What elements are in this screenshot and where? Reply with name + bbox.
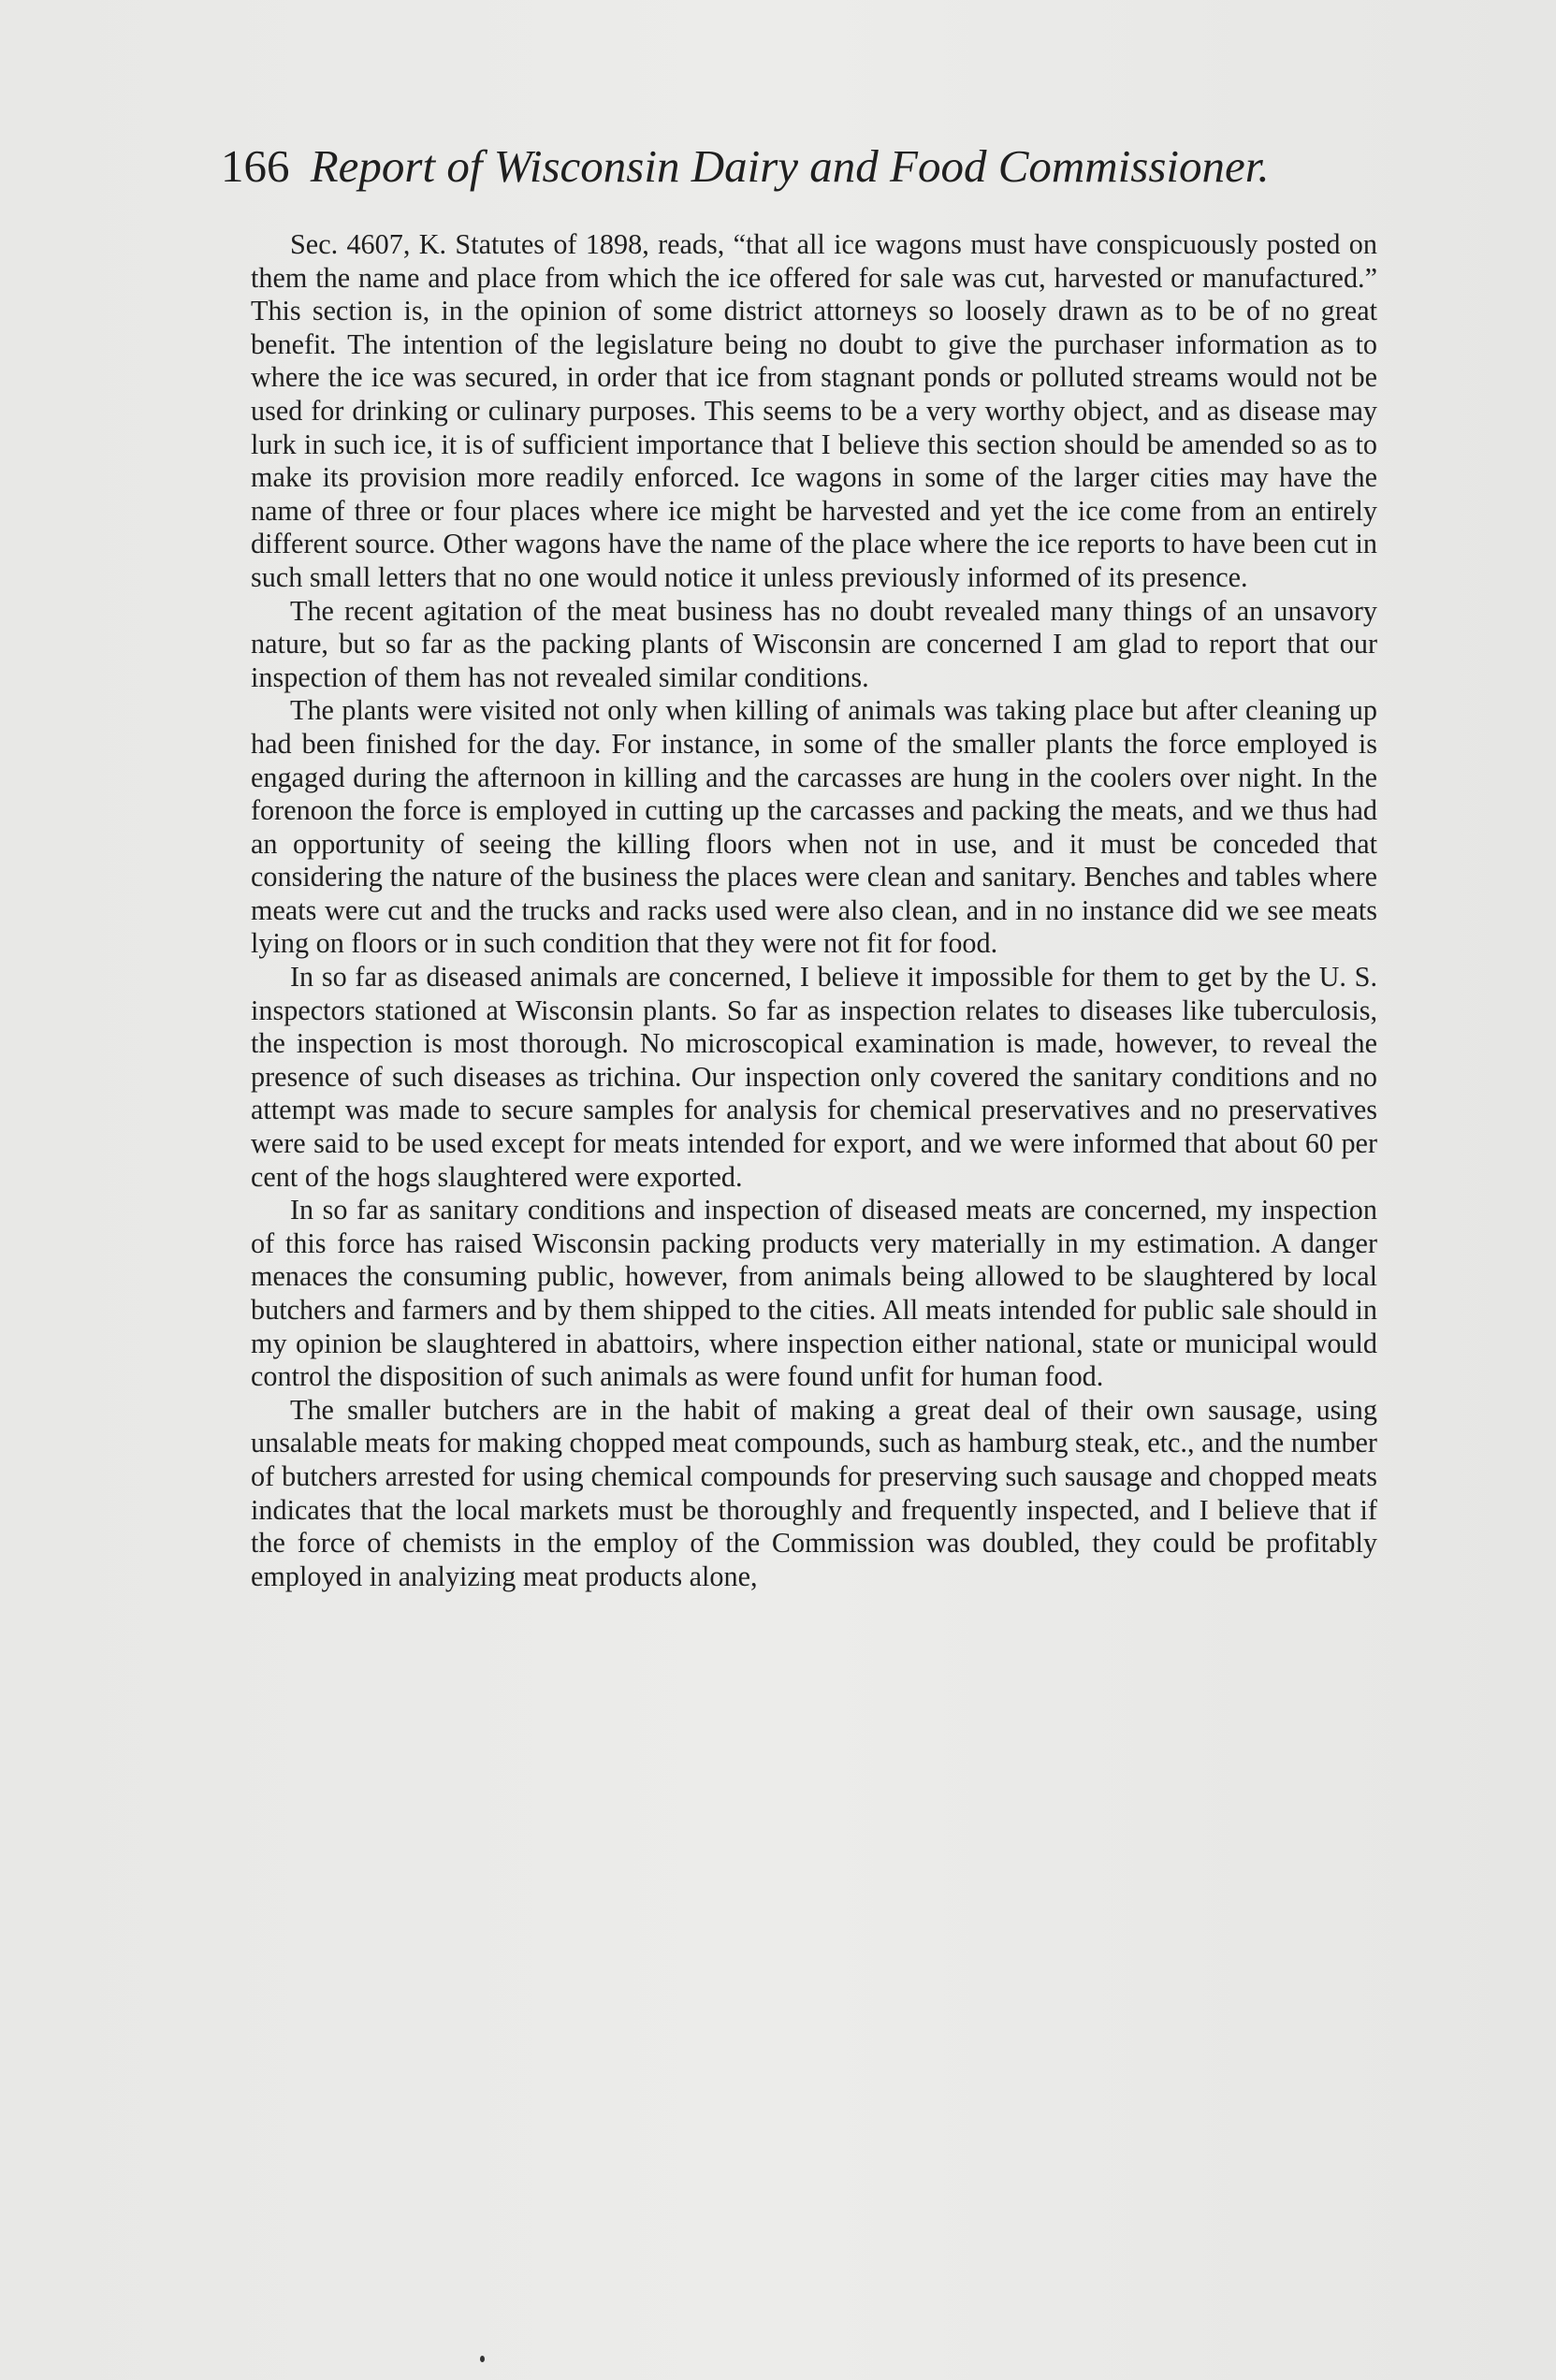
paragraph-sanitary-conditions: In so far as sanitary conditions and inspection of diseased meats are concerned, my inspection of this force has raised Wisconsin packing products very materially in my estimation. A danger menaces the consuming public, however, from animals being allowed to be slaughtered by local butchers and farmers and by them shipped to the cities. All meats intended for public sale should in my opinion be slaughtered in abattoirs, where inspection either national, state or municipal would control the disposition of such animals as were found unfit for human food. bbox=[251, 1194, 1377, 1393]
page-number: 166 bbox=[221, 140, 290, 192]
paragraph-ice-wagons: Sec. 4607, K. Statutes of 1898, reads, “that all ice wagons must have conspicuously posted on them the name and place from which the ice offered for sale was cut, harvested or manufactured.” This section is, in the opinion of some district attorneys so loosely drawn as to be of no great benefit. The intention of the legislature being no doubt to give the purchaser information as to where the ice was secured, in order that ice from stagnant ponds or polluted streams would not be used for drinking or culinary purposes. This seems to be a very worthy object, and as disease may lurk in such ice, it is of sufficient importance that I believe this section should be amended so as to make its provision more readily enforced. Ice wagons in some of the larger cities may have the name of three or four places where ice might be harvested and yet the ice come from an entirely different source. Other wagons have the name of the place where the ice reports to have been cut in such small letters that no one would notice it unless previously informed of its presence. bbox=[251, 228, 1377, 593]
ink-speck bbox=[480, 2356, 485, 2362]
paragraph-diseased-animals: In so far as diseased animals are concerned, I believe it impossible for them to get by the U. S. inspectors stationed at Wisconsin plants. So far as inspection relates to diseases like tuberculosis, the inspection is most thorough. No microscopical examination is made, however, to reveal the presence of such diseases as trichina. Our inspection only covered the sanitary conditions and no attempt was made to secure samples for analysis for chemical preservatives and no preservatives were said to be used except for meats intended for export, and we were informed that about 60 per cent of the hogs slaughtered were exported. bbox=[251, 961, 1377, 1193]
paragraph-plant-visits: The plants were visited not only when killing of animals was taking place but after cleaning up had been finished for the day. For instance, in some of the smaller plants the force employed is engaged during the afternoon in killing and the carcasses are hung in the coolers over night. In the forenoon the force is employed in cutting up the carcasses and packing the meats, and we thus had an opportunity of seeing the killing floors when not in use, and it must be conceded that considering the nature of the business the places were clean and sanitary. Benches and tables where meats were cut and the trucks and racks used were also clean, and in no instance did we see meats lying on floors or in such condition that they were not fit for food. bbox=[251, 694, 1377, 960]
paragraph-meat-agitation: The recent agitation of the meat business has no doubt revealed many things of an unsavory nature, but so far as the packing plants of Wisconsin are concerned I am glad to report that our inspection of them has not revealed similar conditions. bbox=[251, 594, 1377, 693]
running-title: Report of Wisconsin Dairy and Food Commissioner. bbox=[310, 140, 1270, 192]
paragraph-smaller-butchers: The smaller butchers are in the habit of making a great deal of their own sausage, using unsalable meats for making chopped meat compounds, such as hamburg steak, etc., and the number of butchers arrested for using chemical compounds for preserving such sausage and chopped meats indicates that the local markets must be thoroughly and frequently inspected, and I believe that if the force of chemists in the employ of the Commission was doubled, they could be profitably employed in analyizing meat products alone, bbox=[251, 1393, 1377, 1592]
running-header bbox=[221, 138, 1372, 195]
body-text bbox=[251, 228, 1377, 1593]
